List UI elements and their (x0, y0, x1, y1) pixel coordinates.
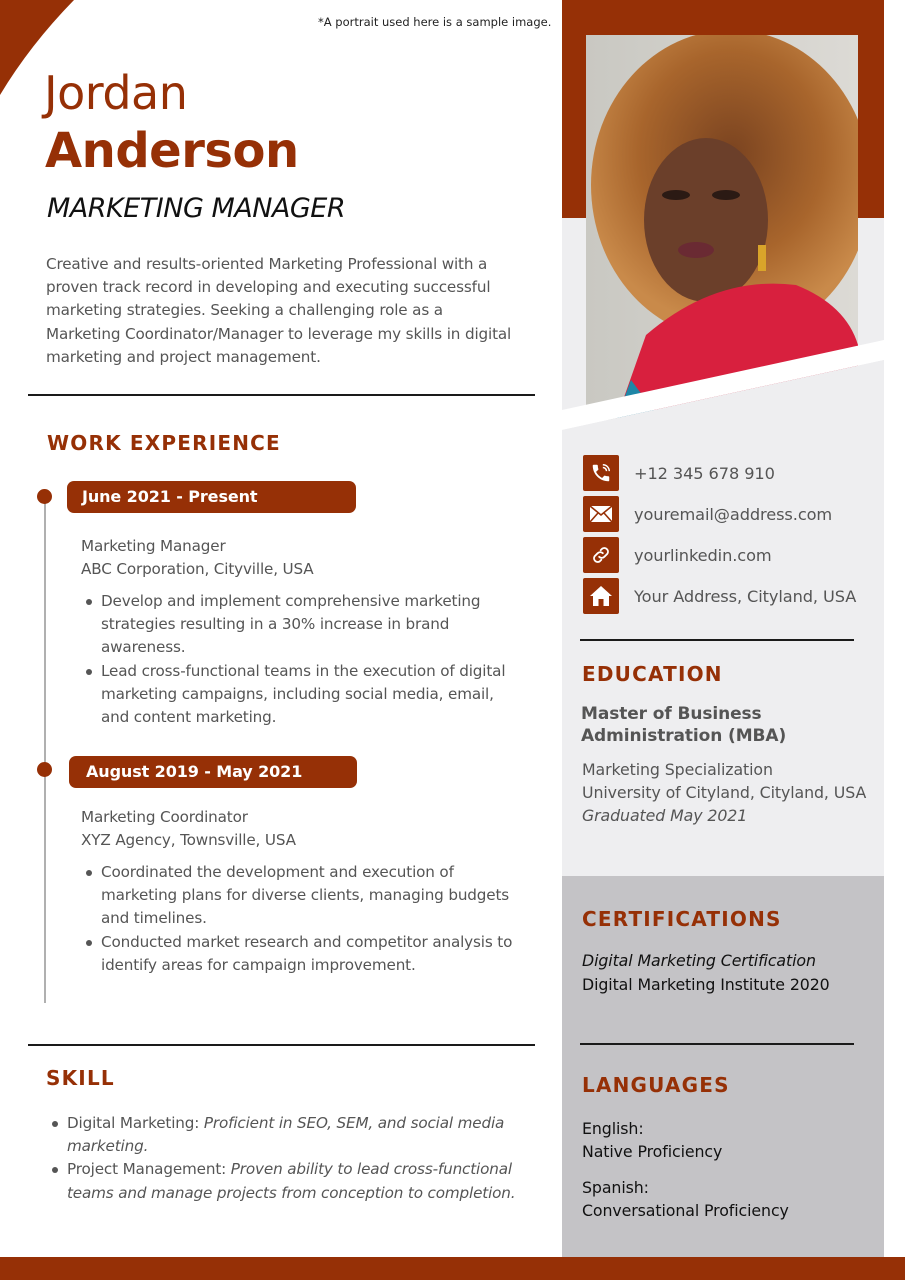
contact-address (583, 577, 856, 615)
education-specialization: Marketing Specialization (582, 760, 773, 779)
certification-issuer: Digital Marketing Institute 2020 (582, 975, 830, 994)
job-company: XYZ Agency, Townsville, USA (81, 831, 296, 850)
photo-slash-decoration (562, 330, 884, 460)
education-degree: Master of Business Administration (MBA) (581, 704, 787, 746)
contact-linkedin-text: yourlinkedin.com (634, 545, 772, 565)
timeline-dot (37, 762, 52, 777)
contact-linkedin (583, 536, 772, 574)
certification-entry (582, 949, 830, 997)
contact-email (583, 495, 832, 533)
education-title: EDUCATION (582, 662, 723, 686)
summary: Creative and results-oriented Marketing Professional with a proven track record in developing and executing successful marketing strategies. Seeking a challenging role as a Marketing Coordinator/Manager to leverage my skills in digital marketing and project management. (46, 255, 512, 366)
certifications-title: CERTIFICATIONS (582, 907, 782, 931)
timeline-line (44, 497, 46, 1003)
job-title: MARKETING MANAGER (47, 193, 346, 224)
link-icon (583, 537, 619, 573)
contact-phone (583, 454, 775, 492)
skill-name: Project Management: (67, 1160, 227, 1179)
timeline-dot (37, 489, 52, 504)
language-entry (582, 1117, 722, 1164)
contact-phone-text: +12 345 678 910 (634, 463, 775, 483)
job-bullet: Lead cross-functional teams in the execution of digital marketing campaigns, including social media, email, and content marketing. (101, 660, 521, 730)
job-company: ABC Corporation, Cityville, USA (81, 560, 314, 579)
skill-title: SKILL (46, 1066, 115, 1090)
job-bullets (101, 590, 521, 729)
job-meta (81, 535, 314, 581)
first-name: Jordan (44, 66, 188, 120)
education-school: University of Cityland, Cityland, USA (582, 783, 867, 803)
education-details (582, 758, 866, 828)
skill-name: Digital Marketing: (67, 1114, 200, 1132)
contact-email-text: youremail@address.com (634, 504, 833, 524)
contact-address-text: Your Address, Cityland, USA (634, 586, 857, 606)
divider (580, 639, 854, 641)
languages-title: LANGUAGES (582, 1073, 730, 1097)
language-name: English: (582, 1119, 644, 1138)
language-level: Conversational Proficiency (582, 1201, 789, 1221)
phone-icon (583, 455, 619, 491)
portrait-note: *A portrait used here is a sample image. (318, 15, 552, 29)
skills-list (67, 1112, 527, 1205)
job-bullet: Conducted market research and competitor analysis to identify areas for campaign improvement. (101, 931, 521, 977)
skill-item (67, 1112, 527, 1158)
education-graduated: Graduated May 2021 (582, 806, 748, 826)
job-role: Marketing Manager (81, 537, 226, 555)
divider (28, 1044, 535, 1046)
job-bullets (101, 861, 521, 977)
last-name: Anderson (45, 123, 299, 179)
email-icon (583, 496, 619, 532)
home-icon (583, 578, 619, 614)
job-meta (81, 806, 296, 852)
divider (580, 1043, 854, 1045)
language-level: Native Proficiency (582, 1142, 723, 1162)
language-entry (582, 1176, 789, 1223)
job-dates-pill: August 2019 - May 2021 (69, 756, 357, 788)
language-name: Spanish: (582, 1178, 649, 1197)
skill-item (67, 1158, 527, 1204)
job-bullet: Coordinated the development and execution of marketing plans for diverse clients, managing budgets and timelines. (101, 861, 521, 931)
divider (28, 394, 535, 396)
job-bullet: Develop and implement comprehensive marketing strategies resulting in a 30% increase in brand awareness. (101, 590, 521, 660)
skill-detail: Proven ability to lead cross-functional teams and manage projects from conception to completion. (67, 1160, 516, 1202)
work-experience-title: WORK EXPERIENCE (47, 431, 281, 455)
skill-detail: Proficient in SEO, SEM, and social media marketing. (67, 1114, 505, 1156)
job-role: Marketing Coordinator (81, 808, 248, 826)
certification-name: Digital Marketing Certification (582, 951, 816, 970)
footer-bar (0, 1257, 905, 1280)
job-dates-pill: June 2021 - Present (67, 481, 356, 513)
